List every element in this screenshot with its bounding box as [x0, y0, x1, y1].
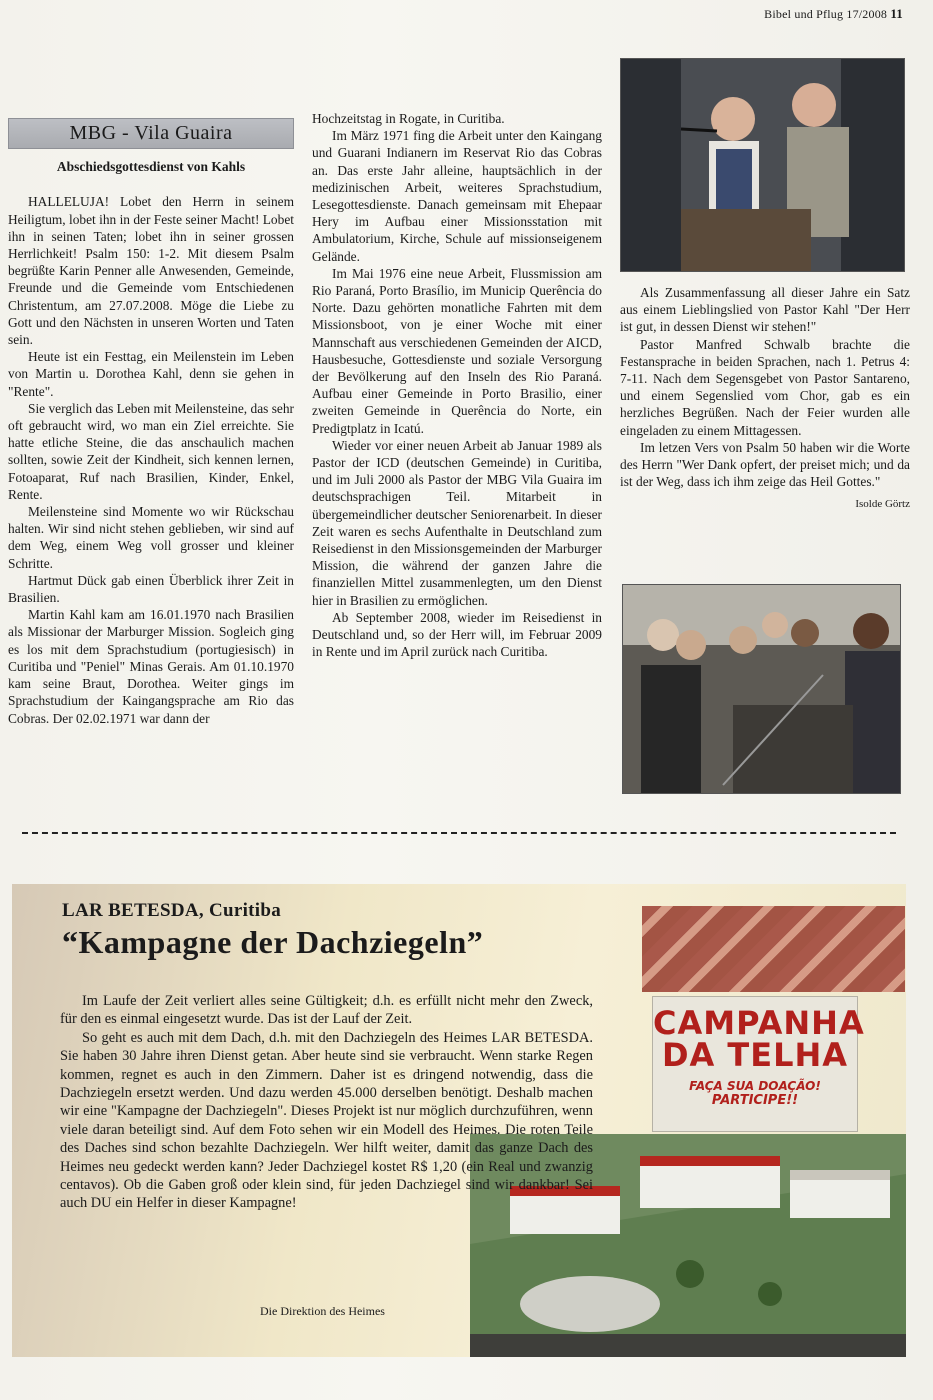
paragraph: HALLELUJA! Lobet den Herrn in seinem Heiligtum, lobet ihn in der Feste seiner Macht! Lobet ihn in seinen Taten; lobet ihn in seiner grossen Herrlichkeit! Psalm 150: 1-2. Mit diesem Psalm begrüßte Karin Penner alle Anwesenden, Gemeinde, Freunde und die Gemeinde vom Entschiedenen Christentum, am 27.07.2008. Möge die Liebe zu Gott und den Nächsten in unseren Worten und Taten sein. [8, 194, 294, 348]
paragraph: Im Mai 1976 eine neue Arbeit, Flussmission am Rio Paraná, Porto Brasílio, im Municip Querência do Norte. Dazu gehörten monatliche Fahrten mit dem Missionsboot, von je einer Woche mit einer Mannschaft aus verschiedenen Gemeinden der AICD, Hausbesuche, Gottesdienste und soziale Versorgung der Bevölkerung auf den Inseln des Rio Paraná. Aufbau einer Gemeinde in Porto Brasilio, einer zweiten Gemeinde in Querência do Norte, ein Predigtplatz in Icatú. [312, 265, 602, 436]
article-column-2 [312, 110, 602, 661]
paragraph: Im März 1971 fing die Arbeit unter den Kaingang und Guarani Indianern im Reservat Rio das Cobras an. Das erste Jahr alleine, hauptsächlich in der medizinischen Arbeit, weiteres Sprachstudium, Lesegottesdienste. Danach gemeinsam mit Ehepaar Hery im Aufbau einer Missionsstation mit Ambulatorium, Kirche, Schule auf missionseigenem Gelände. [312, 128, 602, 264]
paragraph: Meilensteine sind Momente wo wir Rückschau halten. Wir sind nicht stehen geblieben, wir sind auf dem Weg, einem Weg voll grosser und kleiner Schritte. [8, 504, 294, 571]
paragraph: Sie verglich das Leben mit Meilensteine, das sehr oft gebraucht wird, wo man ein Ziel erreichte. Sie hatte etliche Steine, die das anschaulich machen sollten, sowie Zeit der Kindheit, sich kennen lernen, Fotoaparat, Ruf nach Brasilien, Kinder, Enkel, Rente. [8, 400, 295, 502]
paragraph: Hochzeitstag in Rogate, in Curitiba. [312, 111, 505, 126]
lar-body [60, 992, 593, 1213]
article-column-3 [620, 284, 910, 514]
sign-line-3: FAÇA SUA DOAÇÃO! [689, 1079, 821, 1093]
article-title: MBG - Vila Guaira [8, 118, 294, 149]
paragraph: Im letzen Vers von Psalm 50 haben wir die Worte des Herrn "Wer Dank opfert, der preiset mich; und da ist der Weg, dass ich ihm zeige das Heil Gottes." [620, 439, 910, 490]
campaign-sign [652, 996, 865, 1132]
sign-line-4: PARTICIPE!! [711, 1093, 799, 1108]
page-header [764, 6, 903, 22]
sign-line-2: DA TELHA [661, 1036, 849, 1074]
header-publication: Bibel und Pflug 17/2008 [764, 7, 888, 21]
paragraph: Ab September 2008, wieder im Reisedienst in Deutschland und, so der Herr will, im Februar 2009 in Rente und im April zurück nach Curitiba. [312, 609, 602, 660]
photo-blessing-illustration [623, 585, 900, 793]
lar-betesda-section [12, 884, 906, 1357]
paragraph: Im Laufe der Zeit verliert alles seine Gültigkeit; d.h. es erfüllt nicht mehr den Zweck, für den es einmal eingesetzt wurde. Das ist der Lauf der Zeit. [60, 993, 593, 1028]
article-subtitle: Abschiedsgottesdienst von Kahls [56, 159, 246, 175]
photo-couple-at-podium [620, 58, 905, 272]
page-number: 11 [890, 6, 903, 21]
article-column-1 [8, 118, 294, 727]
paragraph: Heute ist ein Festtag, ein Meilenstein im Leben von Martin u. Dorothea Kahl, denn sie gehen in "Rente". [8, 349, 294, 399]
paragraph: Als Zusammenfassung all dieser Jahre ein Satz aus einem Lieblingslied von Pastor Kahl "Der Herr ist gut, in dessen Dienst wir stehen!" [620, 285, 910, 335]
photo-blessing-prayer [622, 584, 901, 794]
lar-kicker: LAR BETESDA, Curitiba [62, 900, 282, 921]
section-divider [22, 832, 896, 834]
article-signature: Isolde Görtz [855, 498, 910, 511]
paragraph: So geht es auch mit dem Dach, d.h. mit den Dachziegeln des Heimes LAR BETESDA. Sie haben 30 Jahre ihren Dienst getan. Aber heute sind sie verbraucht. Wenn starke Regen kommen, regnet es auch in den Zimmern. Daher ist es dringend notwendig, dass die Dachziegeln ersetzt werden. Und dazu werden 45.000 derselben benötigt. Deshalb machen wir eine "Kampagne der Dachziegeln". Dieses Projekt ist nur möglich durchzuführen, wenn viele daran beteiligt sind. Auf dem Foto sehen wir ein Modell des Heimes. Die roten Teile des Daches sind schon bezahlte Dachziegeln. Wer hilft weiter, damit das ganze Dach des Heimes neu gedeckt werden kann? Jeder Dachziegel kostet R$ 1,20 (ein Real und zwanzig centavos). Ob die Gaben groß oder klein sind, für jeden Dachziegel sind wir dankbar! Sei auch DU ein Helfer in dieser Kampagne! [60, 1029, 593, 1212]
lar-title: “Kampagne der Dachziegeln” [62, 924, 484, 960]
sign-line-1: CAMPANHA [653, 1004, 865, 1042]
roof-tiles-photo [642, 906, 905, 992]
photo-couple-illustration [621, 59, 904, 271]
paragraph: Hartmut Dück gab einen Überblick ihrer Zeit in Brasilien. [8, 572, 294, 606]
paragraph: Martin Kahl kam am 16.01.1970 nach Brasilien als Missionar der Marburger Mission. Sogleich ging es los mit dem Sprachstudium (portugiesisch) in Curitiba und "Peniel" Minas Gerais. Am 01.10.1970 kam seine Braut, Dorothea. Weiter gings im Sprachstudium der Kaingangsprache am Rio das Cobras. Der 02.02.1971 war dann der [8, 607, 294, 726]
paragraph: Pastor Manfred Schwalb brachte die Festansprache in beiden Sprachen, nach 1. Petrus 4: 7-11. Nach dem Segensgebet von Pastor Santareno, und einem Segenslied vom Chor, gab es ein herzliches Begrüßen. Nach der Feier wurden alle eingeladen zu einem Mittagessen. [620, 336, 910, 438]
paragraph: Wieder vor einer neuen Arbeit ab Januar 1989 als Pastor der ICD (deutschen Gemeinde) in Curitiba, und im Juli 2000 als Pastor der MBG Vila Guaira im deutschsprachigen Teil. Mitarbeit in übergemeindlicher deutscher Seniorenarbeit. In dieser Zeit waren es sechs Aufenthalte in Deutschland zum Reisedienst in den Missionsgemeinden der Marburger Mission, die während der ganzen Jahre die finanziellen Mittel zusammenlegten, um den Dienst hier in Brasilien zu ermöglichen. [312, 437, 602, 608]
lar-signature: Die Direktion des Heimes [260, 1304, 385, 1318]
